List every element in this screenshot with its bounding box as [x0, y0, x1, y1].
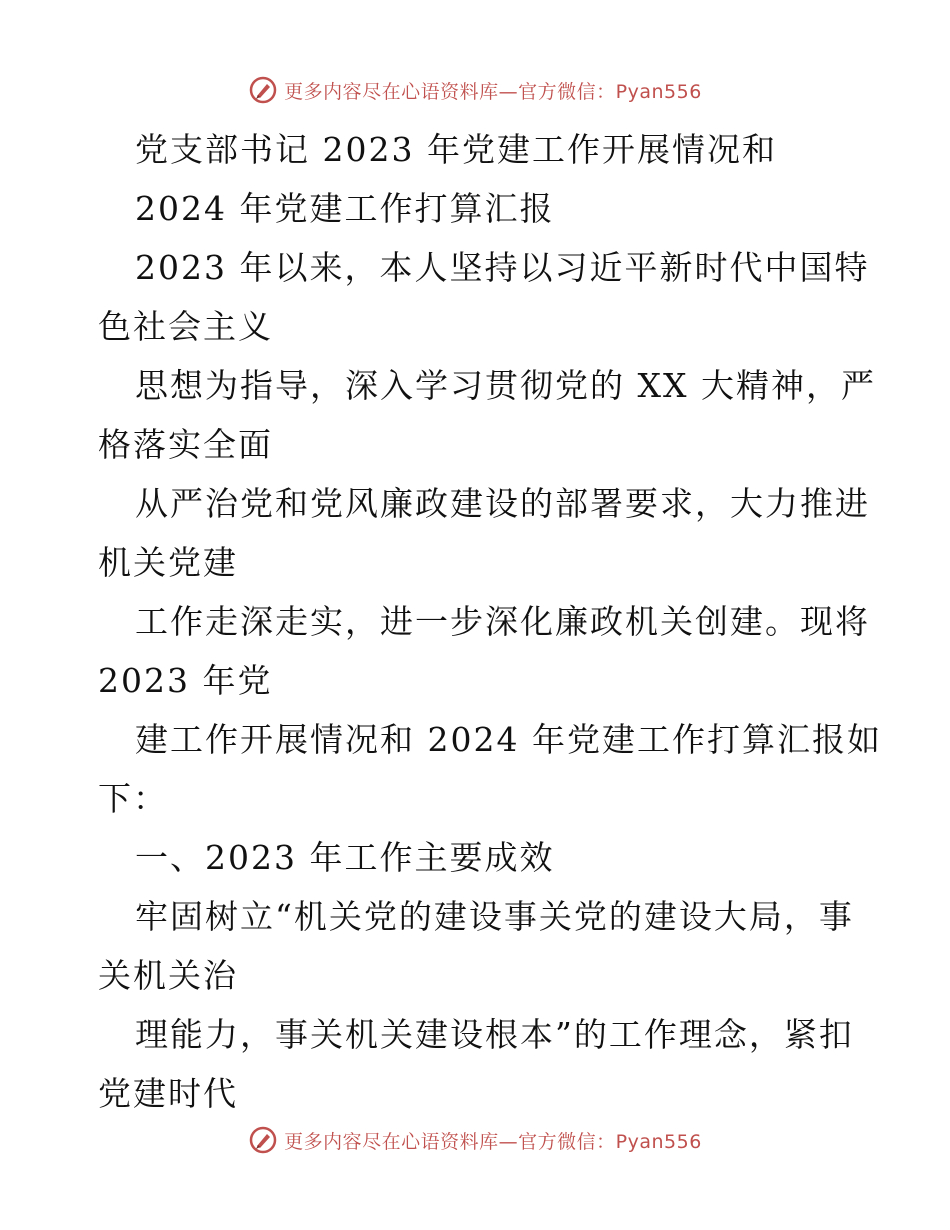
pen-logo-icon: [248, 1125, 278, 1155]
footer-watermark: [0, 1120, 950, 1160]
watermark-text: 更多内容尽在心语资料库—官方微信：Pyan556: [284, 80, 702, 103]
document-body: [98, 120, 882, 1123]
text-line: 格落实全面: [98, 425, 273, 464]
text-line: 一、2023 年工作主要成效: [135, 838, 555, 877]
text-line: 色社会主义: [98, 307, 273, 346]
text-line: 2024 年党建工作打算汇报: [135, 189, 555, 228]
text-line: 思想为指导，深入学习贯彻党的 XX 大精神，严: [135, 366, 876, 405]
header-watermark: [0, 70, 950, 110]
text-line: 下：: [98, 779, 168, 818]
watermark-text: 更多内容尽在心语资料库—官方微信：Pyan556: [284, 1130, 702, 1153]
text-line: 理能力，事关机关建设根本”的工作理念，紧扣: [135, 1015, 854, 1054]
text-line: 工作走深走实，进一步深化廉政机关创建。现将: [135, 602, 870, 641]
text-line: 2023 年党: [98, 661, 273, 700]
text-line: 关机关治: [98, 956, 238, 995]
text-line: 从严治党和党风廉政建设的部署要求，大力推进: [135, 484, 870, 523]
text-line: 机关党建: [98, 543, 238, 582]
text-line: 2023 年以来，本人坚持以习近平新时代中国特: [135, 248, 870, 287]
text-line: 建工作开展情况和 2024 年党建工作打算汇报如: [135, 720, 882, 759]
text-line: 党支部书记 2023 年党建工作开展情况和: [135, 130, 777, 169]
text-line: 牢固树立“机关党的建设事关党的建设大局，事: [135, 897, 854, 936]
pen-logo-icon: [248, 75, 278, 105]
text-line: 党建时代: [98, 1074, 238, 1113]
